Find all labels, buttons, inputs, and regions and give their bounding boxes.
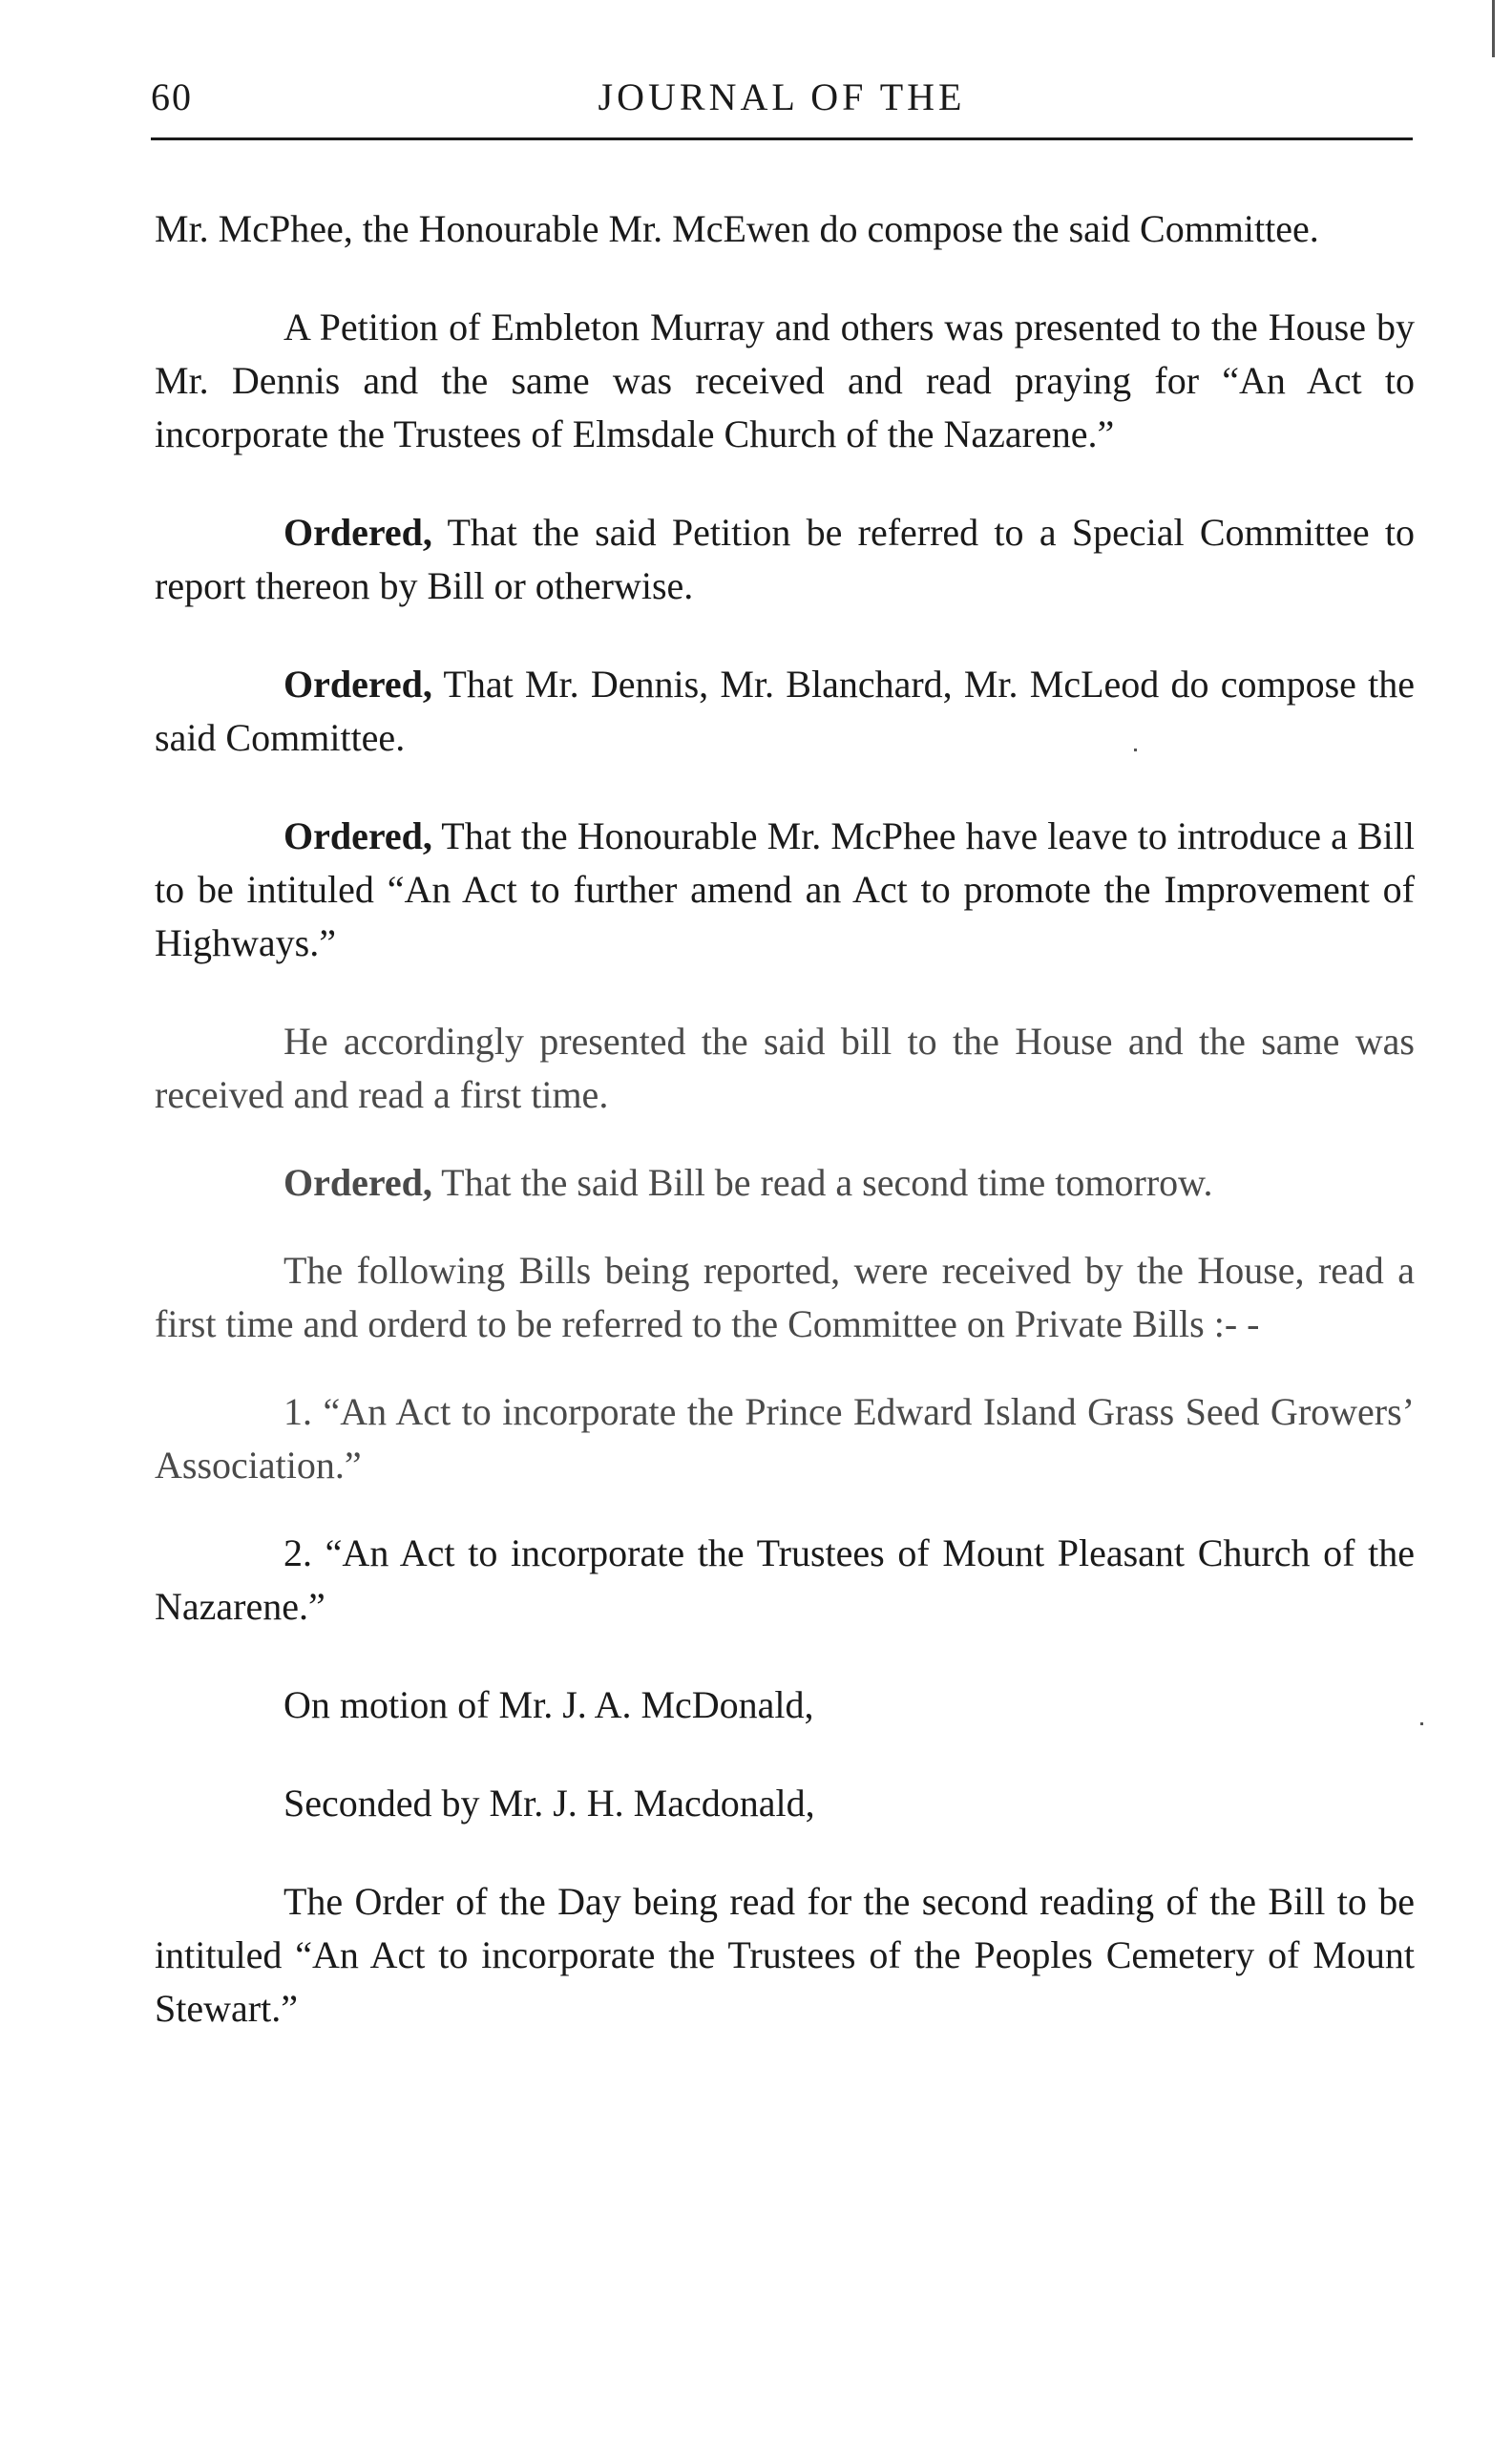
paragraph-ordered-second-reading (155, 1156, 1415, 1210)
margin-mark (1420, 1722, 1423, 1725)
paragraph-petition-murray (155, 301, 1415, 461)
page-number: 60 (151, 75, 193, 118)
paragraph-text: 2. “An Act to incorporate the Trustees of Mount Pleasant Church of the Nazarene.” (155, 1531, 1415, 1628)
list-item-bill-1 (155, 1385, 1415, 1492)
paragraph-text: That Mr. Dennis, Mr. Blanchard, Mr. McLeod do compose the said Committee. (155, 663, 1415, 759)
paragraph-text: A Petition of Embleton Murray and others was presented to the House by Mr. Dennis and the same was received and read praying for “An Act to incorporate the Trustees of Elmsdale Church of the Nazarene.” (155, 306, 1415, 455)
paragraph-ordered-committee (155, 658, 1415, 765)
ordered-label: Ordered, (284, 663, 432, 706)
paragraph-text: That the said Bill be read a second time tomorrow. (431, 1161, 1213, 1204)
ordered-label: Ordered, (284, 1161, 432, 1204)
ordered-label: Ordered, (284, 814, 432, 857)
margin-mark (1134, 749, 1137, 751)
paragraph-committee-continuation (155, 202, 1415, 256)
paragraph-bill-presented (155, 1015, 1415, 1122)
header-rule (151, 137, 1413, 140)
margin-mark (1492, 0, 1495, 57)
paragraph-text: He accordingly presented the said bill to the House and the same was received and read a first time. (155, 1020, 1415, 1116)
paragraph-order-of-day (155, 1875, 1415, 2036)
paragraph-text: Mr. McPhee, the Honourable Mr. McEwen do compose the said Committee. (155, 207, 1319, 250)
paragraph-ordered-leave (155, 810, 1415, 970)
ordered-label: Ordered, (284, 511, 432, 554)
paragraph-motion (155, 1678, 1415, 1732)
list-item-bill-2 (155, 1527, 1415, 1634)
paragraph-text: The following Bills being reported, were received by the House, read a first time and orderd to be referred to the Committee on Private Bills :- - (155, 1249, 1415, 1345)
journal-body (155, 202, 1415, 2080)
paragraph-text: That the Honourable Mr. McPhee have leave to introduce a Bill to be intituled “An Act to further amend an Act to promote the Improvement of Highways.” (155, 814, 1415, 964)
paragraph-ordered-referral (155, 506, 1415, 613)
paragraph-text: 1. “An Act to incorporate the Prince Edward Island Grass Seed Growers’ Association.” (155, 1390, 1415, 1487)
paragraph-text: That the said Petition be referred to a Special Committee to report thereon by Bill or otherwise. (155, 511, 1415, 607)
page-header (151, 74, 1413, 141)
paragraph-text: On motion of Mr. J. A. McDonald, (284, 1683, 814, 1726)
running-head: JOURNAL OF THE (598, 75, 966, 118)
paragraph-seconded (155, 1777, 1415, 1830)
paragraph-text: Seconded by Mr. J. H. Macdonald, (284, 1782, 815, 1825)
paragraph-bills-reported (155, 1244, 1415, 1351)
paragraph-text: The Order of the Day being read for the second reading of the Bill to be intituled “An Act to incorporate the Trustees of the Peoples Cemetery of Mount Stewart.” (155, 1880, 1415, 2030)
